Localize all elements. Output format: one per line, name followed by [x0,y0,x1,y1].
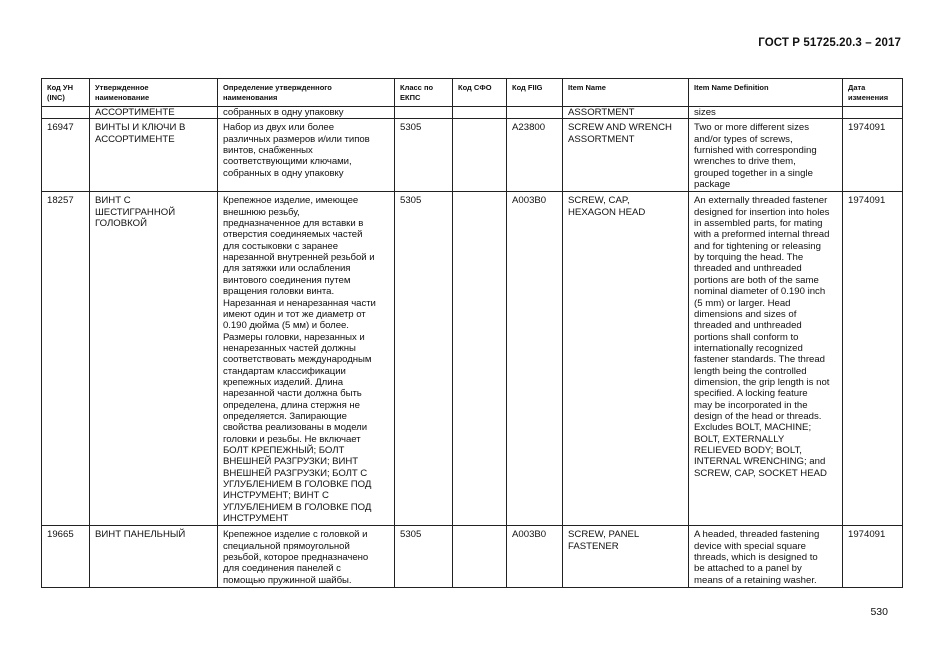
nomenclature-table [41,78,903,588]
cell-fiig: A003B0 [507,192,563,526]
page-number: 530 [870,606,888,618]
cell-inc: 18257 [42,192,90,526]
cell-definition: Набор из двух или более различных размеров и/или типов винтов, снабженных соответствующими ключами, собранных в одну упаковку [218,119,395,192]
column-header-sfo: Код СФО [453,79,507,107]
cell-name: АССОРТИМЕНТЕ [90,107,218,119]
column-header-definition: Определение утвержденного наименования [218,79,395,107]
column-header-approved-name: Утвержденное наименование [90,79,218,107]
table-row [42,119,903,192]
cell-class [395,107,453,119]
cell-item-definition: A headed, threaded fastening device with special square threads, which is designed to be attached to a panel by means of a retaining washer. [689,526,843,588]
cell-item-name: SCREW, PANEL FASTENER [563,526,689,588]
cell-date: 1974091 [843,192,903,526]
cell-item-name: ASSORTMENT [563,107,689,119]
cell-item-definition: Two or more different sizes and/or types of screws, furnished with corresponding wrenches to drive them, grouped together in a single package [689,119,843,192]
table-row-continuation [42,107,903,119]
cell-date: 1974091 [843,119,903,192]
cell-item-name: SCREW, CAP, HEXAGON HEAD [563,192,689,526]
cell-name: ВИНТ С ШЕСТИГРАННОЙ ГОЛОВКОЙ [90,192,218,526]
cell-fiig: A23800 [507,119,563,192]
cell-date: 1974091 [843,526,903,588]
cell-class: 5305 [395,526,453,588]
cell-date [843,107,903,119]
cell-inc: 19665 [42,526,90,588]
table-row [42,526,903,588]
cell-fiig: A003B0 [507,526,563,588]
column-header-item-name: Item Name [563,79,689,107]
column-header-date: Дата изменения [843,79,903,107]
cell-name: ВИНТ ПАНЕЛЬНЫЙ [90,526,218,588]
cell-inc: 16947 [42,119,90,192]
cell-sfo [453,107,507,119]
cell-name: ВИНТЫ И КЛЮЧИ В АССОРТИМЕНТЕ [90,119,218,192]
cell-item-name: SCREW AND WRENCH ASSORTMENT [563,119,689,192]
cell-definition: Крепежное изделие, имеющее внешнюю резьбу, предназначенное для вставки в отверстия соединяемых частей для состыковки с заранее нарезанной внутренней резьбой и для затяжки или ослабления винтового соединения путем вращения головки винта. Нарезанная и ненарезанная части имеют один и тот же диаметр от 0.190 дюйма (5 мм) и более. Размеры головки, нарезанных и ненарезанных частей должны соответствовать международным стандартам классификации крепежных изделий. Длина нарезанной части должна быть определена, длина стержня не определяется. Запирающие свойства реализованы в модели головки и резьбы. Не включает БОЛТ КРЕПЕЖНЫЙ; БОЛТ ВНЕШНЕЙ РАЗГРУЗКИ; ВИНТ ВНЕШНЕЙ РАЗГРУЗКИ; БОЛТ С УГЛУБЛЕНИЕМ В ГОЛОВКЕ ПОД ИНСТРУМЕНТ; ВИНТ С УГЛУБЛЕНИЕМ В ГОЛОВКЕ ПОД ИНСТРУМЕНТ [218,192,395,526]
cell-sfo [453,119,507,192]
cell-item-definition: An externally threaded fastener designed for insertion into holes in assembled parts, for mating with a preformed internal thread and for tightening or releasing by torquing the head. The threaded and unthreaded portions are both of the same nominal diameter of 0.190 inch (5 mm) or larger. Head dimensions and sizes of threaded and unthreaded portions shall conform to internationally recognized fastener standards. The thread length being the controlled dimension, the grip length is not specified. A locking feature may be incorporated in the design of the head or threads. Excludes BOLT, MACHINE; BOLT, EXTERNALLY RELIEVED BODY; BOLT, INTERNAL WRENCHING; and SCREW, CAP, SOCKET HEAD [689,192,843,526]
table-header-row [42,79,903,107]
column-header-item-definition: Item Name Definition [689,79,843,107]
cell-definition: Крепежное изделие с головкой и специальной прямоугольной резьбой, которое предназначено для соединения панелей с помощью пружинной шайбы. [218,526,395,588]
cell-item-definition: sizes [689,107,843,119]
cell-fiig [507,107,563,119]
column-header-class: Класс по ЕКПС [395,79,453,107]
cell-sfo [453,526,507,588]
cell-sfo [453,192,507,526]
cell-definition: собранных в одну упаковку [218,107,395,119]
table-row [42,192,903,526]
cell-class: 5305 [395,119,453,192]
column-header-inc: Код УН (INC) [42,79,90,107]
cell-inc [42,107,90,119]
column-header-fiig: Код FIIG [507,79,563,107]
document-code: ГОСТ Р 51725.20.3 – 2017 [758,37,901,49]
cell-class: 5305 [395,192,453,526]
